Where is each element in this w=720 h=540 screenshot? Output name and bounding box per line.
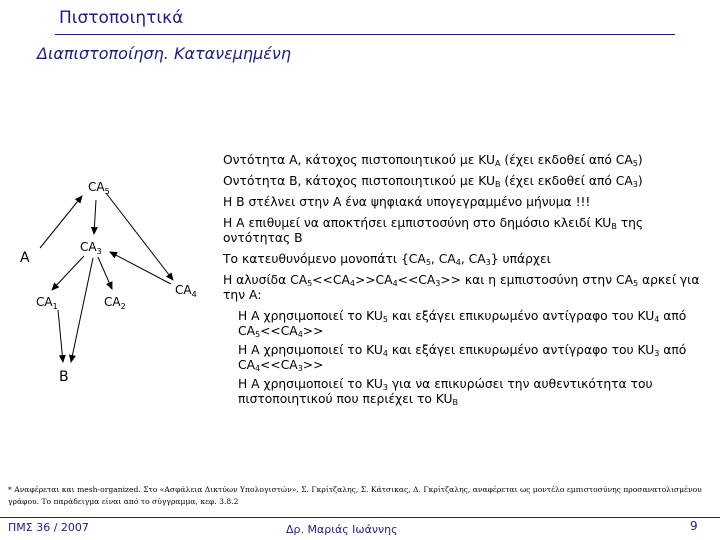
text-signed-message: Η Β στέλνει στην Α ένα ψηφιακά υπογεγραμμένο μήνυμα !!! [223,195,591,209]
edge-ca4-ca3 [110,252,171,284]
text-identity-b: Οντότητα Β, κάτοχος πιστοποιητικού με $KU_B$ (έχει εκδοθεί από $CA_3$) [223,174,643,189]
footer-divider [0,517,720,518]
edge-a-ca5 [40,196,82,248]
node-a: A [20,250,30,266]
text-step-1: Η Α χρησιμοποιεί το $KU_5$ και εξάγει επικυρωμένο αντίγραφο του $KU_4$ από $CA_5<<CA_4>>$ [238,309,687,339]
edge-ca5-ca3 [94,200,96,234]
edge-ca3-b [71,258,93,362]
footer-author: Δρ. Μαριάς Ιωάννης [286,523,398,536]
node-ca5: $CA_5$ [88,180,110,196]
slide-subtitle: Διαπιστοποίηση. Κατανεμημένη [37,44,291,63]
text-step-3: Η Α χρησιμοποιεί το $KU_3$ για να επικυρώσει την αυθεντικότητα του πιστοποιητικού που περιέχει το $KU_B$ [238,377,653,407]
slide-header-title: Πιστοποιητικά [59,8,184,28]
node-ca4: $CA_4$ [175,283,197,299]
text-identity-a: Οντότητα Α, κάτοχος πιστοποιητικού με $KU_A$ (έχει εκδοθεί από $CA_5$) [223,153,643,168]
edge-ca3-ca2 [98,257,112,289]
text-step-2: Η Α χρησιμοποιεί το $KU_4$ και εξάγει επικυρωμένο αντίγραφο του $KU_3$ από $CA_4<<CA_3>>$ [238,343,687,373]
text-certificate-chain: Η αλυσίδα $CA_5<<CA_4>>CA_4<<CA_3>> \kappa\alpha\iota$ η εμπιστοσύνη στην $CA_5$ αρκεί για την Α: [223,273,700,302]
edge-ca1-b [58,310,63,362]
node-b: B [59,369,69,385]
page-number: 9 [690,519,698,533]
text-directed-path: Το κατευθυνόμενο μονοπάτι {$CA_5$, $CA_4$, $CA_3$} υπάρχει [223,252,551,267]
explanation-text [223,153,708,411]
node-ca2: $CA_2$ [104,295,126,311]
node-ca1: $CA_1$ [36,295,58,311]
footnote: * Αναφέρεται και mesh-organized. Στο «Ασφάλεια Δικτύων Υπολογιστών», Σ. Γκρίτζαλης, Σ. Κάτσικας, Δ. Γκρίτζαλης, αναφέρεται ως μοντέλο εμπιστοσύνης προσανατολισμένου γράφου. Το παράδειγμα είναι από το σύγγραμμα, κεφ. 3.8.2 [8,485,702,506]
text-trust-goal: Η Α επιθυμεί να αποκτήσει εμπιστοσύνη στο δημόσιο κλειδί $KU_B$ της οντότητας Β [223,216,644,245]
footer-course: ΠΜΣ 36 / 2007 [8,521,89,534]
edge-ca3-ca1 [52,256,84,290]
node-ca3: $CA_3$ [80,240,102,256]
